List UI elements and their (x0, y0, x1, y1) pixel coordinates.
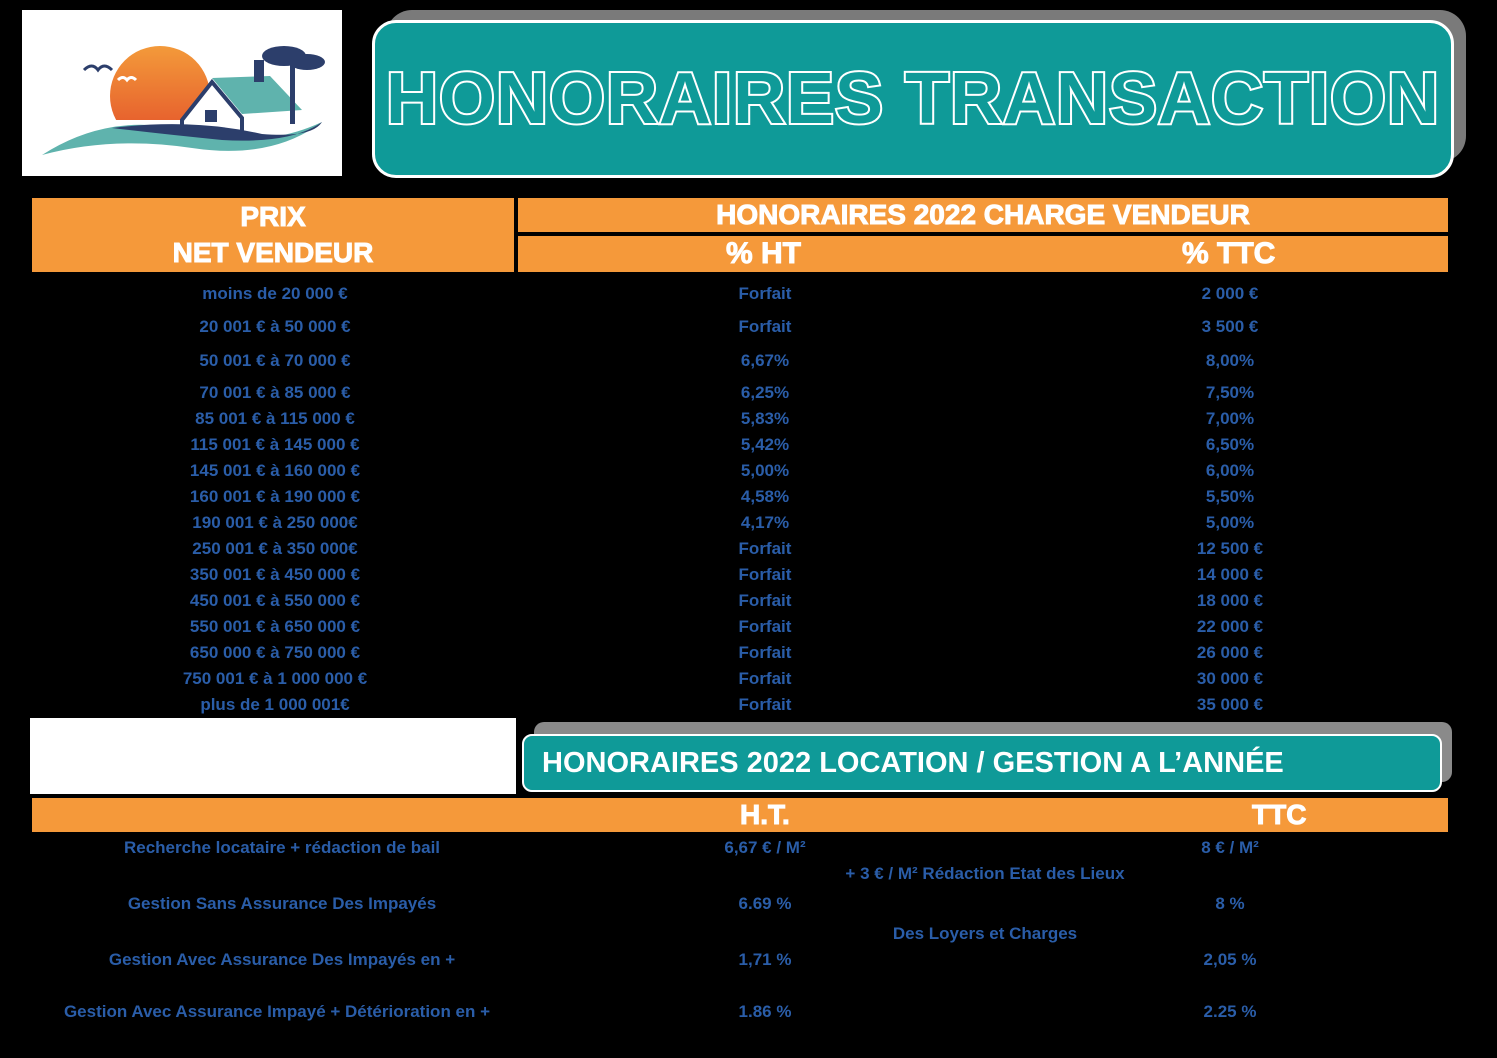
location-row-label: Gestion Avec Assurance Impayé + Détérioration en + (63, 1002, 491, 1021)
location-row-label: Gestion Avec Assurance Des Impayés en + (108, 950, 456, 969)
sale-row-ttc: 7,50% (1205, 383, 1255, 402)
sale-row-range: plus de 1 000 001€ (200, 695, 350, 714)
sale-row-range: 115 001 € à 145 000 € (190, 435, 360, 454)
sale-row-range: 145 001 € à 160 000 € (189, 461, 361, 480)
sale-row-ttc: 3 500 € (1201, 317, 1259, 336)
location-note-etat-lieux: + 3 € / M² Rédaction Etat des Lieux (845, 864, 1125, 883)
sale-row-ttc: 14 000 € (1196, 565, 1264, 584)
title-banner (372, 20, 1454, 178)
sale-row-ht: Forfait (738, 617, 792, 636)
sale-row-range: moins de 20 000 € (202, 284, 348, 303)
sale-row-ht: 5,42% (740, 435, 790, 454)
header-ht-label: % HT (726, 237, 801, 270)
sale-row-range: 650 000 € à 750 000 € (189, 643, 361, 662)
location-header (32, 798, 1448, 832)
sale-row-ht: 6,25% (740, 383, 790, 402)
sale-row-ttc: 5,50% (1205, 487, 1255, 506)
sale-row-range: 20 001 € à 50 000 € (199, 317, 351, 336)
header-ht-ttc (518, 236, 1448, 272)
page-title: HONORAIRES TRANSACTION (385, 59, 1440, 139)
sale-row-range: 550 001 € à 650 000 € (189, 617, 361, 636)
header-honoraires-vendeur-label: HONORAIRES 2022 CHARGE VENDEUR (716, 199, 1250, 230)
location-row-ht: 6,67 € / M² (724, 838, 806, 857)
sale-row-ttc: 6,00% (1205, 461, 1255, 480)
location-row-ttc: 8 % (1215, 894, 1245, 913)
location-row-ttc: 2.25 % (1203, 1002, 1257, 1021)
location-blank-panel (30, 718, 516, 794)
sale-row-ht: Forfait (738, 591, 792, 610)
sale-row-ttc: 2 000 € (1201, 284, 1259, 303)
sale-row-ht: 4,17% (740, 513, 790, 532)
logo (22, 10, 342, 176)
sale-row-ttc: 5,00% (1205, 513, 1255, 532)
header-ttc-label: % TTC (1182, 237, 1276, 270)
sale-row-ht: Forfait (738, 669, 792, 688)
house-sunset-logo-icon (22, 10, 342, 176)
sale-row-ht: 6,67% (740, 351, 790, 370)
location-row-ht: 1,71 % (738, 950, 792, 969)
location-row-label: Recherche locataire + rédaction de bail (123, 838, 441, 857)
sale-row-ttc: 35 000 € (1196, 695, 1264, 714)
sale-row-range: 160 001 € à 190 000 € (189, 487, 361, 506)
sale-row-ttc: 6,50% (1205, 435, 1255, 454)
sale-row-ht: 5,00% (740, 461, 790, 480)
sale-row-ht: 4,58% (740, 487, 790, 506)
sale-row-range: 85 001 € à 115 000 € (195, 409, 355, 428)
header-honoraires-vendeur (518, 198, 1448, 232)
sale-row-ttc: 26 000 € (1196, 643, 1264, 662)
location-banner (522, 734, 1442, 792)
sale-row-ttc: 8,00% (1205, 351, 1255, 370)
header-prix-net-vendeur (32, 198, 514, 272)
sale-row-range: 450 001 € à 550 000 € (189, 591, 361, 610)
sale-row-ht: Forfait (738, 284, 792, 303)
sale-row-range: 50 001 € à 70 000 € (199, 351, 351, 370)
sale-row-ttc: 12 500 € (1196, 539, 1264, 558)
sale-row-range: 750 001 € à 1 000 000 € (182, 669, 368, 688)
location-row-label: Gestion Sans Assurance Des Impayés (127, 894, 437, 913)
location-ttc-label: TTC (1252, 799, 1307, 830)
sale-row-ttc: 30 000 € (1196, 669, 1264, 688)
location-row-ht: 1.86 % (738, 1002, 792, 1021)
sale-row-ht: Forfait (738, 317, 792, 336)
sale-row-range: 250 001 € à 350 000€ (192, 539, 358, 558)
sale-row-ttc: 18 000 € (1196, 591, 1264, 610)
location-row-ht: 6.69 % (738, 894, 792, 913)
header-prix-label: PRIX (240, 201, 306, 232)
sale-row-ht: Forfait (738, 565, 792, 584)
header-net-vendeur-label: NET VENDEUR (172, 237, 374, 268)
location-row-ttc: 8 € / M² (1201, 838, 1259, 857)
location-title: HONORAIRES 2022 LOCATION / GESTION A L’ANNÉE (542, 746, 1284, 779)
sale-row-ttc: 22 000 € (1196, 617, 1264, 636)
location-row-ttc: 2,05 % (1203, 950, 1257, 969)
location-note-loyers: Des Loyers et Charges (892, 924, 1078, 943)
sale-row-ht: 5,83% (740, 409, 790, 428)
sale-row-ht: Forfait (738, 695, 792, 714)
sale-row-range: 190 001 € à 250 000€ (192, 513, 358, 532)
sale-row-ttc: 7,00% (1205, 409, 1255, 428)
location-ht-label: H.T. (740, 799, 790, 830)
sale-row-ht: Forfait (738, 539, 792, 558)
sale-row-range: 350 001 € à 450 000 € (189, 565, 361, 584)
sale-row-range: 70 001 € à 85 000 € (199, 383, 351, 402)
sale-row-ht: Forfait (738, 643, 792, 662)
